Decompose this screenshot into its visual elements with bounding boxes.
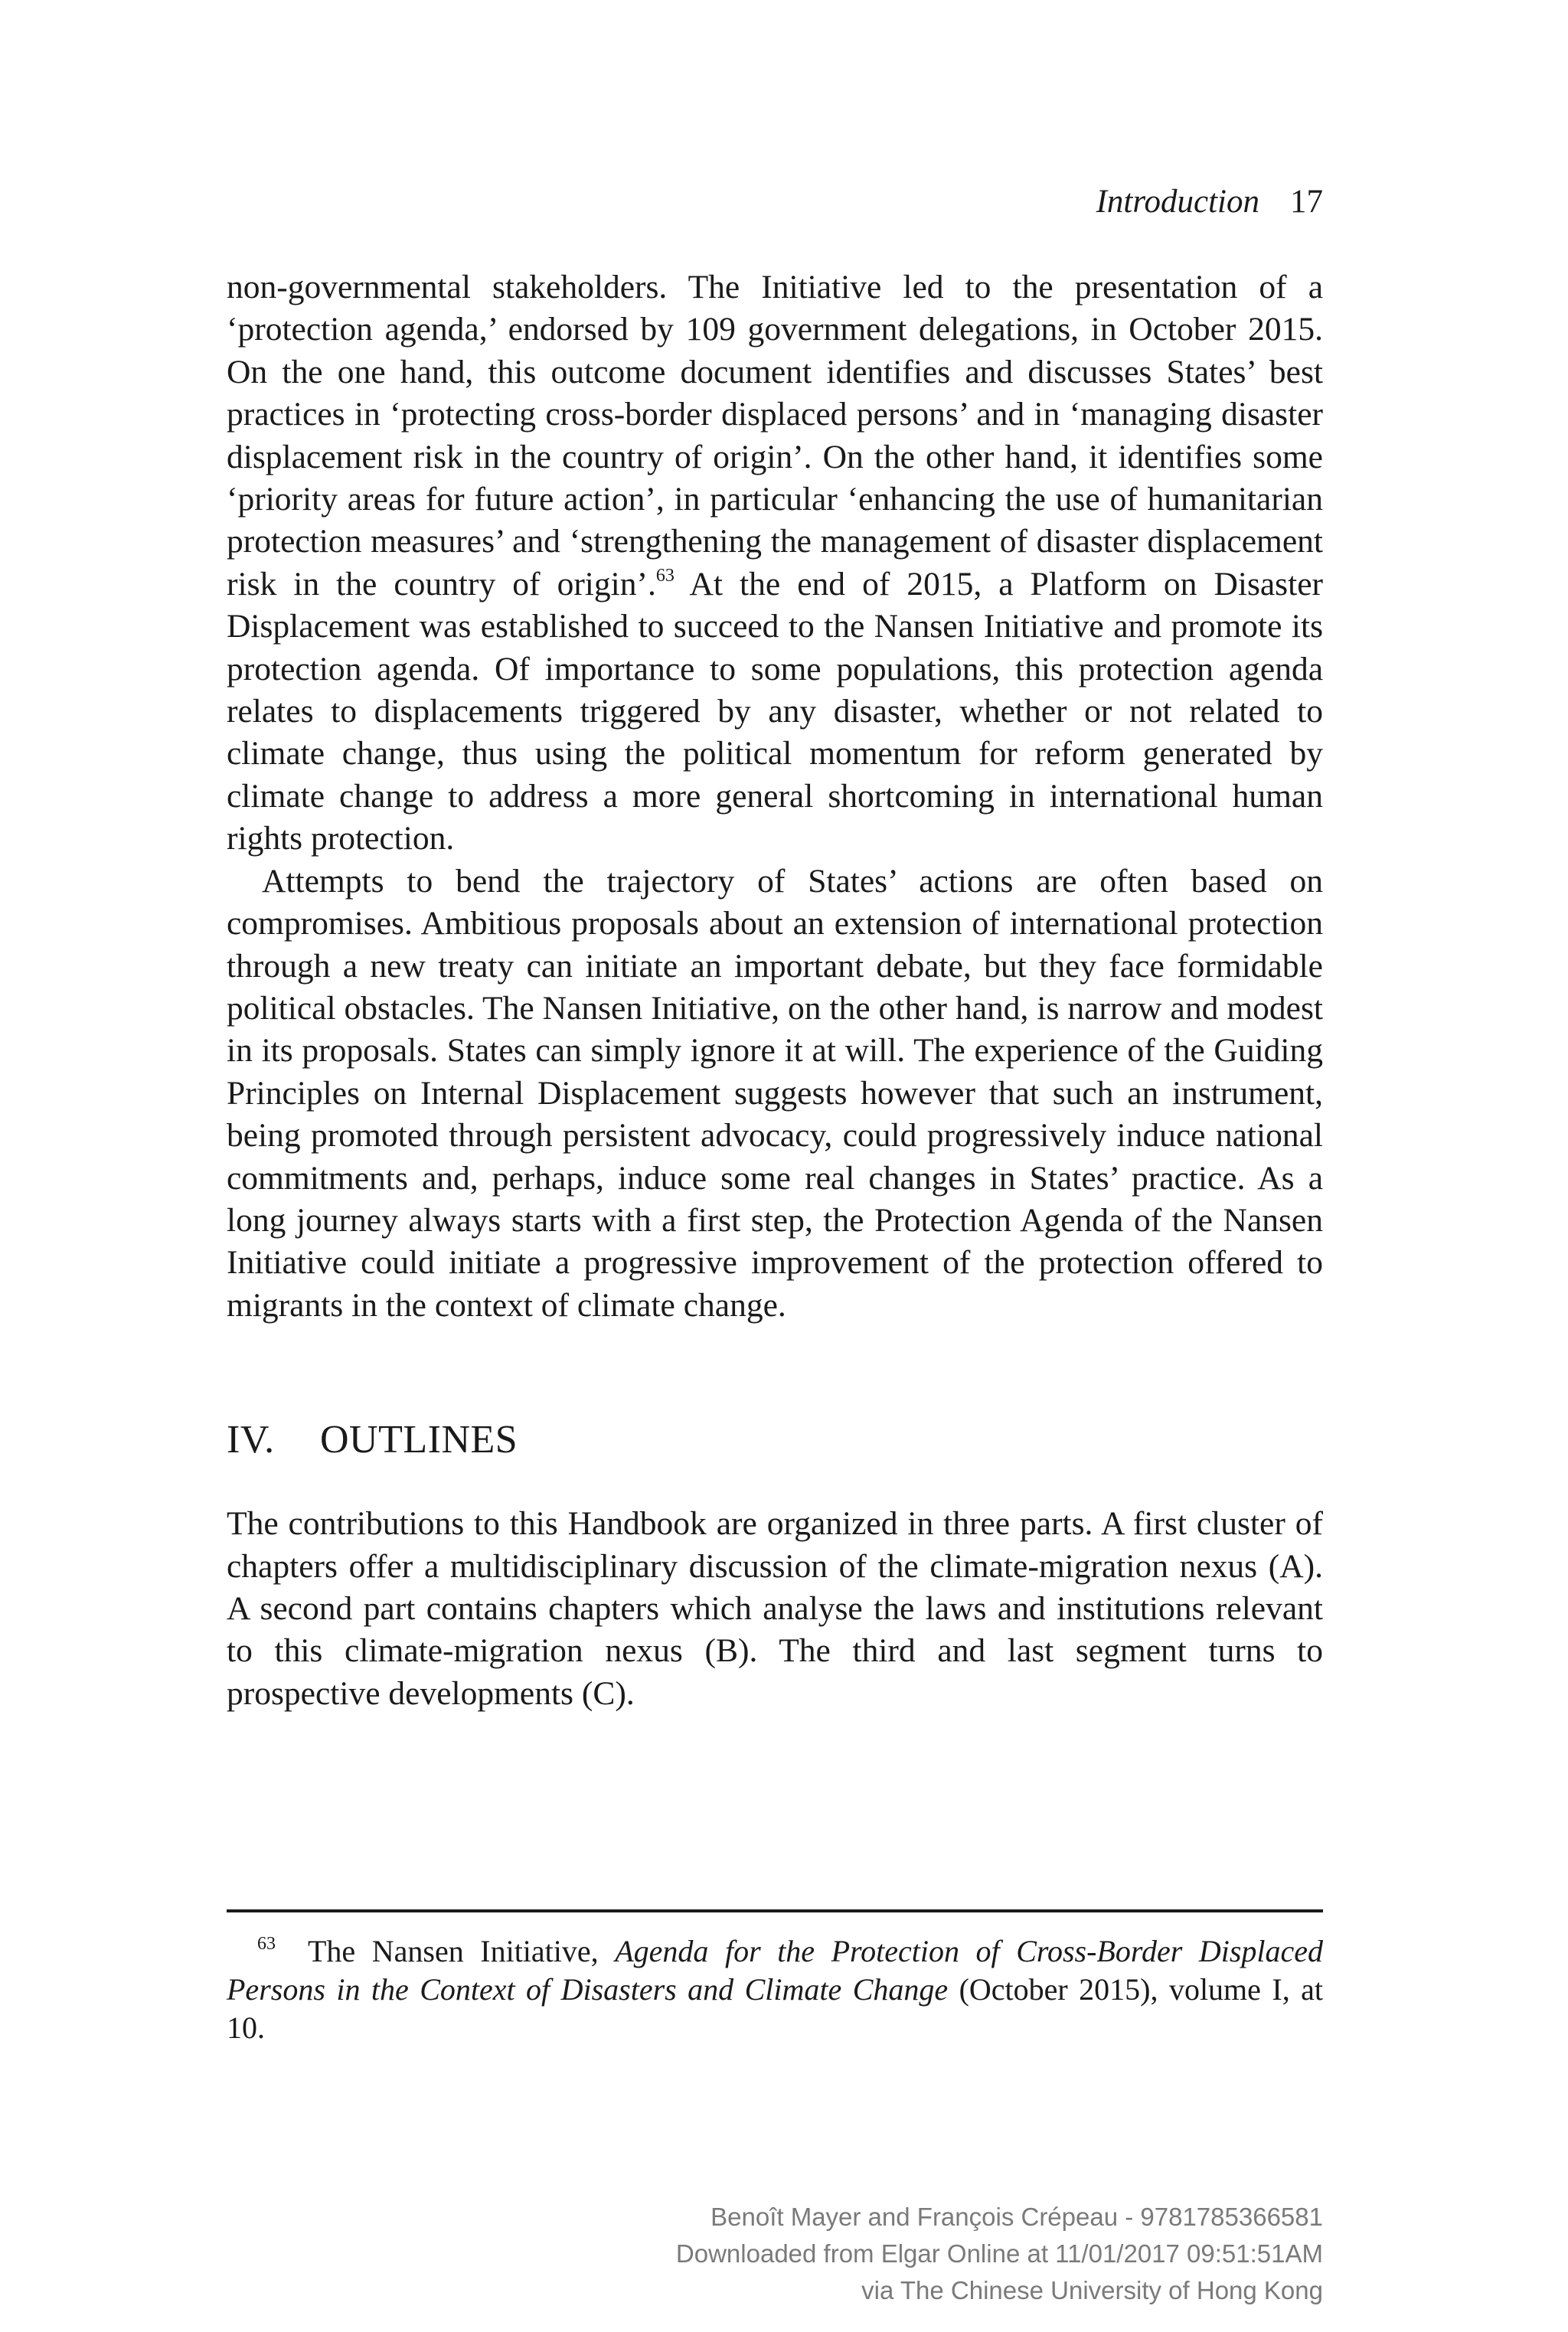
footnote-reference-63: 63 <box>655 565 675 586</box>
paragraph-3: The contributions to this Handbook are organized in three parts. A first cluster of chapters offer a multidisciplinary discussion of the climate-migration nexus (A). A second part contains chapters which analyse the laws and institutions relevant to this climate-migration nexus (B). The third and last segment turns to prospective developments (C). <box>227 1505 1323 1712</box>
paragraph-2: Attempts to bend the trajectory of States’ actions are often based on compromises. Ambitious proposals about an extension of international protection through a new treaty can initiate an important debate, but they face formidable political obstacles. The Nansen Initiative, on the other hand, is narrow and modest in its proposals. States can simply ignore it at will. The experience of the Guiding Principles on Internal Displacement suggests however that such an instrument, being promoted through persistent advocacy, could progressively induce national commitments and, perhaps, induce some real changes in States’ practice. As a long journey always starts with a first step, the Protection Agenda of the Nansen Initiative could initiate a progressive improvement of the protection offered to migrants in the context of climate change. <box>227 862 1323 1324</box>
download-note-line-2: Downloaded from Elgar Online at 11/01/2017 09:51:51AM <box>675 2239 1323 2268</box>
section-title: OUTLINES <box>320 1418 518 1462</box>
download-note-line-1: Benoît Mayer and François Crépeau - 9781785366581 <box>710 2203 1323 2231</box>
footnote-text-end: (October 2015), volume I, at 10. <box>227 1972 1323 2045</box>
paragraph-1-text-end: At the end of 2015, a Platform on Disaster Displacement was established to succeed to the Nansen Initiative and promote its protection agenda. Of importance to some populations, this protection agenda relates to displacements triggered by any disaster, whether or not related to climate change, thus using the political momentum for reform generated by climate change to address a more general shortcoming in international human rights protection. <box>227 565 1323 857</box>
footnote-divider <box>227 1909 1323 1912</box>
body-text <box>227 266 1323 1715</box>
download-note-line-3: via The Chinese University of Hong Kong <box>861 2276 1323 2304</box>
running-head <box>1096 181 1323 224</box>
footnote-text-start: The Nansen Initiative, <box>308 1934 616 1968</box>
paragraph-1 <box>227 266 1323 861</box>
section-number: IV. <box>227 1418 275 1462</box>
download-watermark <box>404 2199 1323 2309</box>
section-heading <box>227 1417 1323 1463</box>
running-head-title: Introduction <box>1096 184 1259 220</box>
footnote-cited-title: Agenda for the Protection of Cross-Border Displaced Persons in the Context of Disasters and Climate Change <box>227 1934 1324 2007</box>
footnote-63: 63 The Nansen Initiative, Agenda for the Protection of Cross-Border Displaced Persons in the Context of Disasters and Climate Change (October 2015), volume I, at 10. <box>227 1934 1324 2045</box>
page-number: 17 <box>1290 184 1323 220</box>
paragraph-1-text-start: non-governmental stakeholders. The Initiative led to the presentation of a ‘protection agenda,’ endorsed by 109 government delegations, in October 2015. On the one hand, this outcome document identifies and discusses States’ best practices in ‘protecting cross-border displaced persons’ and in ‘managing disaster displacement risk in the country of origin’. On the other hand, it identifies some ‘priority areas for future action’, in particular ‘enhancing the use of humanitarian protection measures’ and ‘strengthening the management of disaster displacement risk in the country of origin’. <box>227 269 1323 603</box>
